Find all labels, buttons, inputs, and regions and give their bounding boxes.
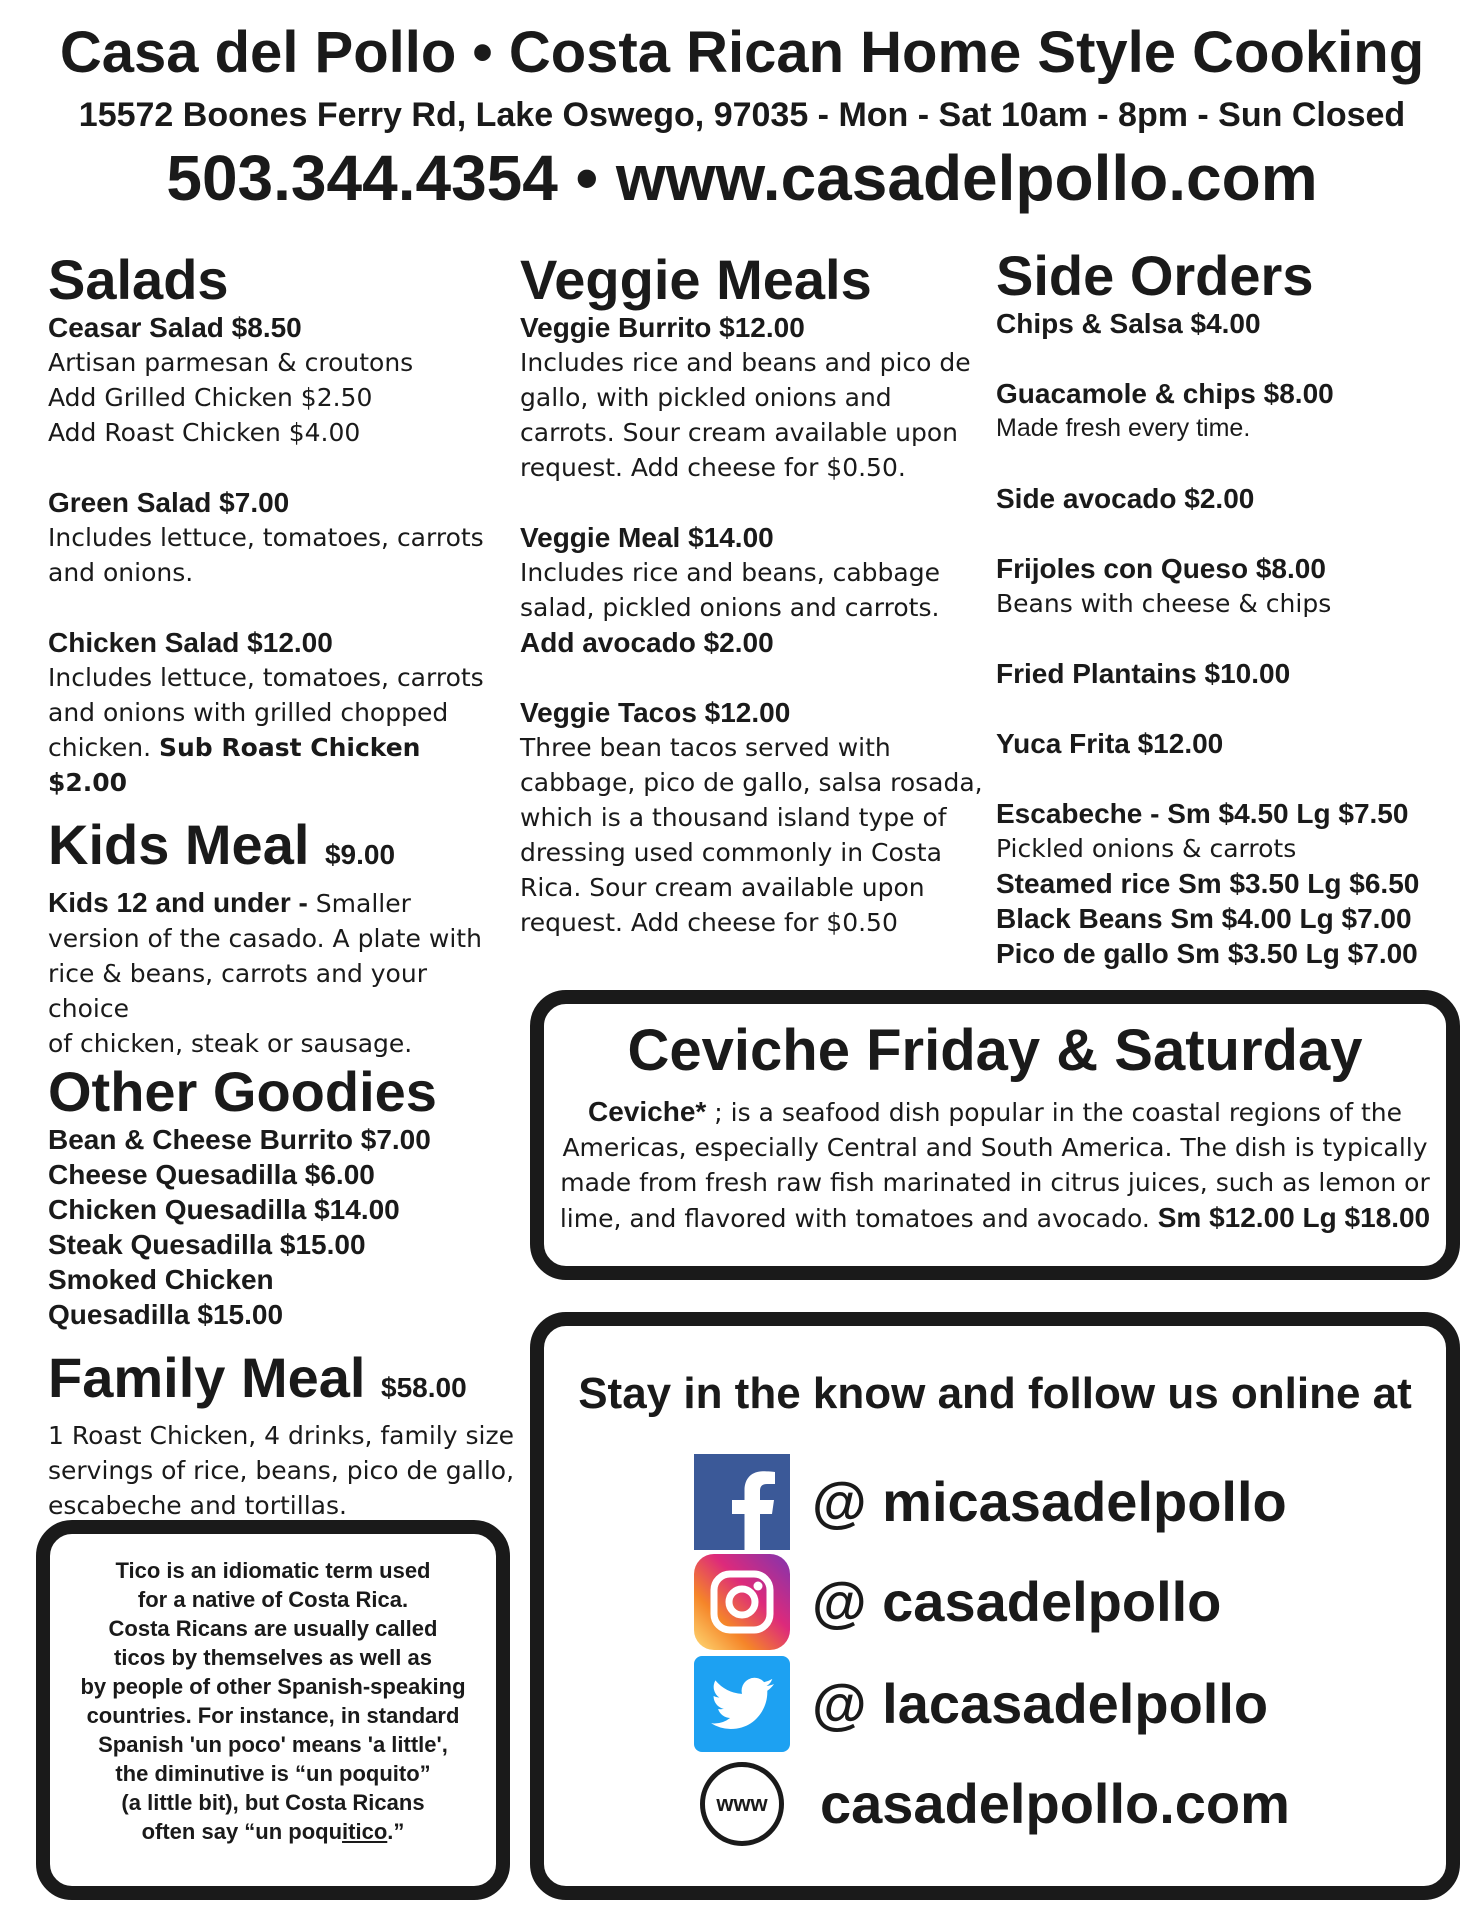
family-meal-title: Family Meal	[48, 1346, 366, 1409]
other-goodies-heading: Other Goodies	[48, 1060, 437, 1123]
twitter-row[interactable]	[694, 1656, 1268, 1752]
chicken-desc-2: and onions with grilled chopped	[48, 698, 449, 727]
burrito-desc-2: gallo, with pickled onions and	[520, 383, 892, 412]
ceviche-line-2: Americas, especially Central and South America. The dish is typically	[562, 1133, 1428, 1162]
tacos-desc-4: dressing used commonly in Costa	[520, 838, 942, 867]
twitter-icon[interactable]	[694, 1656, 790, 1752]
www-icon-label: www	[700, 1762, 784, 1846]
website-row[interactable]	[694, 1756, 1290, 1852]
ceviche-title: Ceviche Friday & Saturday	[627, 1018, 1363, 1083]
ceasar-desc-1: Artisan parmesan & croutons	[48, 348, 414, 377]
ceasar-desc-2: Add Grilled Chicken $2.50	[48, 383, 373, 412]
ceviche-line-4	[544, 1200, 1446, 1236]
chicken-desc-3-text: chicken.	[48, 733, 152, 762]
instagram-row[interactable]	[694, 1554, 1221, 1650]
tico-last-pre: often say “un poqu	[141, 1819, 343, 1844]
kids-meal-section	[48, 815, 508, 1061]
burrito-desc-3: carrots. Sour cream available upon	[520, 418, 959, 447]
burrito-desc-4: request. Add cheese for $0.50.	[520, 453, 906, 482]
facebook-handle[interactable]: @ micasadelpollo	[812, 1470, 1287, 1533]
green-salad: Green Salad $7.00	[48, 487, 290, 518]
tico-line-4: ticos by themselves as well as	[114, 1645, 432, 1670]
tico-last-post: .”	[387, 1819, 405, 1844]
tacos-desc-3: which is a thousand island type of	[520, 803, 947, 832]
ceviche-line-3: made from fresh raw fish marinated in citrus juices, such as lemon or	[560, 1168, 1430, 1197]
other-goodies-section	[48, 1062, 508, 1332]
family-desc-1: 1 Roast Chicken, 4 drinks, family size	[48, 1421, 514, 1450]
veggie-add-avocado: Add avocado $2.00	[520, 627, 774, 658]
tico-line-3: Costa Ricans are usually called	[108, 1616, 438, 1641]
tico-line-9: (a little bit), but Costa Ricans	[121, 1790, 425, 1815]
side-yuca: Yuca Frita $12.00	[996, 728, 1224, 759]
instagram-icon[interactable]	[694, 1554, 790, 1650]
side-frijoles: Frijoles con Queso $8.00	[996, 553, 1326, 584]
side-black-beans: Black Beans Sm $4.00 Lg $7.00	[996, 903, 1412, 934]
facebook-row[interactable]	[694, 1454, 1287, 1550]
ceviche-last-text: lime, and flavored with tomatoes and avocado.	[559, 1204, 1150, 1233]
instagram-handle[interactable]: @ casadelpollo	[812, 1570, 1222, 1633]
burrito-desc-1: Includes rice and beans and pico de	[520, 348, 971, 377]
tacos-desc-6: request. Add cheese for $0.50	[520, 908, 898, 937]
chicken-desc-3	[48, 730, 508, 800]
tico-line-6: countries. For instance, in standard	[86, 1703, 460, 1728]
tacos-desc-2: cabbage, pico de gallo, salsa rosada,	[520, 768, 983, 797]
kids-desc-3: rice & beans, carrots and your choice	[48, 959, 427, 1023]
goodies-item-5: Smoked Chicken	[48, 1264, 274, 1295]
goodies-item-2: Cheese Quesadilla $6.00	[48, 1159, 375, 1190]
website-handle[interactable]: casadelpollo.com	[820, 1772, 1290, 1835]
tacos-desc-5: Rica. Sour cream available upon	[520, 873, 925, 902]
kids-meal-title: Kids Meal	[48, 813, 310, 876]
veggie-meals-heading: Veggie Meals	[520, 248, 872, 311]
tico-line-7: Spanish 'un poco' means 'a little',	[98, 1732, 448, 1757]
veggie-meal-desc-1: Includes rice and beans, cabbage	[520, 558, 940, 587]
kids-lead: Kids 12 and under -	[48, 887, 308, 918]
chicken-desc-1: Includes lettuce, tomatoes, carrots	[48, 663, 484, 692]
ceviche-price: Sm $12.00 Lg $18.00	[1157, 1202, 1431, 1233]
kids-desc-1	[48, 885, 508, 921]
veggie-burrito: Veggie Burrito $12.00	[520, 312, 805, 343]
social-box	[530, 1312, 1460, 1900]
family-desc-2: servings of rice, beans, pico de gallo,	[48, 1456, 515, 1485]
family-meal-heading	[48, 1348, 518, 1418]
veggie-meal-desc-2: salad, pickled onions and carrots.	[520, 593, 940, 622]
tacos-desc-1: Three bean tacos served with	[520, 733, 891, 762]
phone-website: 503.344.4354 • www.casadelpollo.com	[166, 142, 1318, 214]
side-plantains: Fried Plantains $10.00	[996, 658, 1291, 689]
side-orders-column	[996, 246, 1466, 971]
veggie-tacos: Veggie Tacos $12.00	[520, 697, 791, 728]
side-chips-salsa: Chips & Salsa $4.00	[996, 308, 1261, 339]
kids-desc-4: of chicken, steak or sausage.	[48, 1029, 413, 1058]
guacamole-desc: Made fresh every time.	[996, 414, 1251, 442]
address-hours: 15572 Boones Ferry Rd, Lake Oswego, 97035 - Mon - Sat 10am - 8pm - Sun Closed	[78, 96, 1406, 134]
kids-desc-2: version of the casado. A plate with	[48, 924, 482, 953]
escabeche-desc: Pickled onions & carrots	[996, 834, 1297, 863]
side-guacamole: Guacamole & chips $8.00	[996, 378, 1334, 409]
family-meal-section	[48, 1348, 518, 1523]
side-pico: Pico de gallo Sm $3.50 Lg $7.00	[996, 938, 1418, 969]
side-orders-heading: Side Orders	[996, 244, 1314, 307]
ceviche-lead: Ceviche*	[588, 1096, 707, 1127]
veggie-meal: Veggie Meal $14.00	[520, 522, 774, 553]
veggie-column	[520, 250, 990, 940]
goodies-item-6: Quesadilla $15.00	[48, 1299, 284, 1330]
kids-desc-1-text: Smaller	[315, 889, 411, 918]
ceviche-content	[544, 1016, 1446, 1236]
side-steamed-rice: Steamed rice Sm $3.50 Lg $6.50	[996, 868, 1420, 899]
facebook-icon[interactable]	[694, 1454, 790, 1550]
chicken-salad: Chicken Salad $12.00	[48, 627, 333, 658]
tico-info-box	[36, 1520, 510, 1900]
family-desc-3: escabeche and tortillas.	[48, 1491, 347, 1520]
kids-meal-price: $9.00	[324, 839, 396, 870]
ceasar-salad: Ceasar Salad $8.50	[48, 312, 302, 343]
salads-heading: Salads	[48, 248, 229, 311]
ceasar-desc-3: Add Roast Chicken $4.00	[48, 418, 361, 447]
twitter-handle[interactable]: @ lacasadelpollo	[812, 1672, 1269, 1735]
tico-line-8: the diminutive is “un poquito”	[115, 1761, 431, 1786]
follow-us-title: Stay in the know and follow us online at	[578, 1369, 1412, 1418]
tico-last-underlined: itico	[342, 1819, 388, 1844]
tico-line-2: for a native of Costa Rica.	[137, 1587, 409, 1612]
tico-line-1: Tico is an idiomatic term used	[115, 1558, 431, 1583]
kids-meal-heading	[48, 815, 508, 885]
frijoles-desc: Beans with cheese & chips	[996, 589, 1332, 618]
ceviche-line-1-text: ; is a seafood dish popular in the coastal regions of the	[706, 1098, 1402, 1127]
green-desc-1: Includes lettuce, tomatoes, carrots	[48, 523, 484, 552]
left-column	[48, 250, 508, 800]
goodies-item-4: Steak Quesadilla $15.00	[48, 1229, 366, 1260]
goodies-item-3: Chicken Quesadilla $14.00	[48, 1194, 400, 1225]
tico-line-10	[56, 1817, 490, 1846]
tico-line-5: by people of other Spanish-speaking	[80, 1674, 466, 1699]
www-icon[interactable]	[694, 1756, 790, 1852]
side-escabeche: Escabeche - Sm $4.50 Lg $7.50	[996, 798, 1409, 829]
side-avocado: Side avocado $2.00	[996, 483, 1255, 514]
tico-text-block	[56, 1556, 490, 1846]
restaurant-title: Casa del Pollo • Costa Rican Home Style Cooking	[59, 20, 1425, 85]
sub-roast-chicken: Sub Roast Chicken $2.00	[48, 733, 421, 797]
ceviche-line-1	[544, 1094, 1446, 1130]
ceviche-box	[530, 990, 1460, 1280]
goodies-item-1: Bean & Cheese Burrito $7.00	[48, 1124, 431, 1155]
family-meal-price: $58.00	[381, 1372, 467, 1403]
green-desc-2: and onions.	[48, 558, 194, 587]
